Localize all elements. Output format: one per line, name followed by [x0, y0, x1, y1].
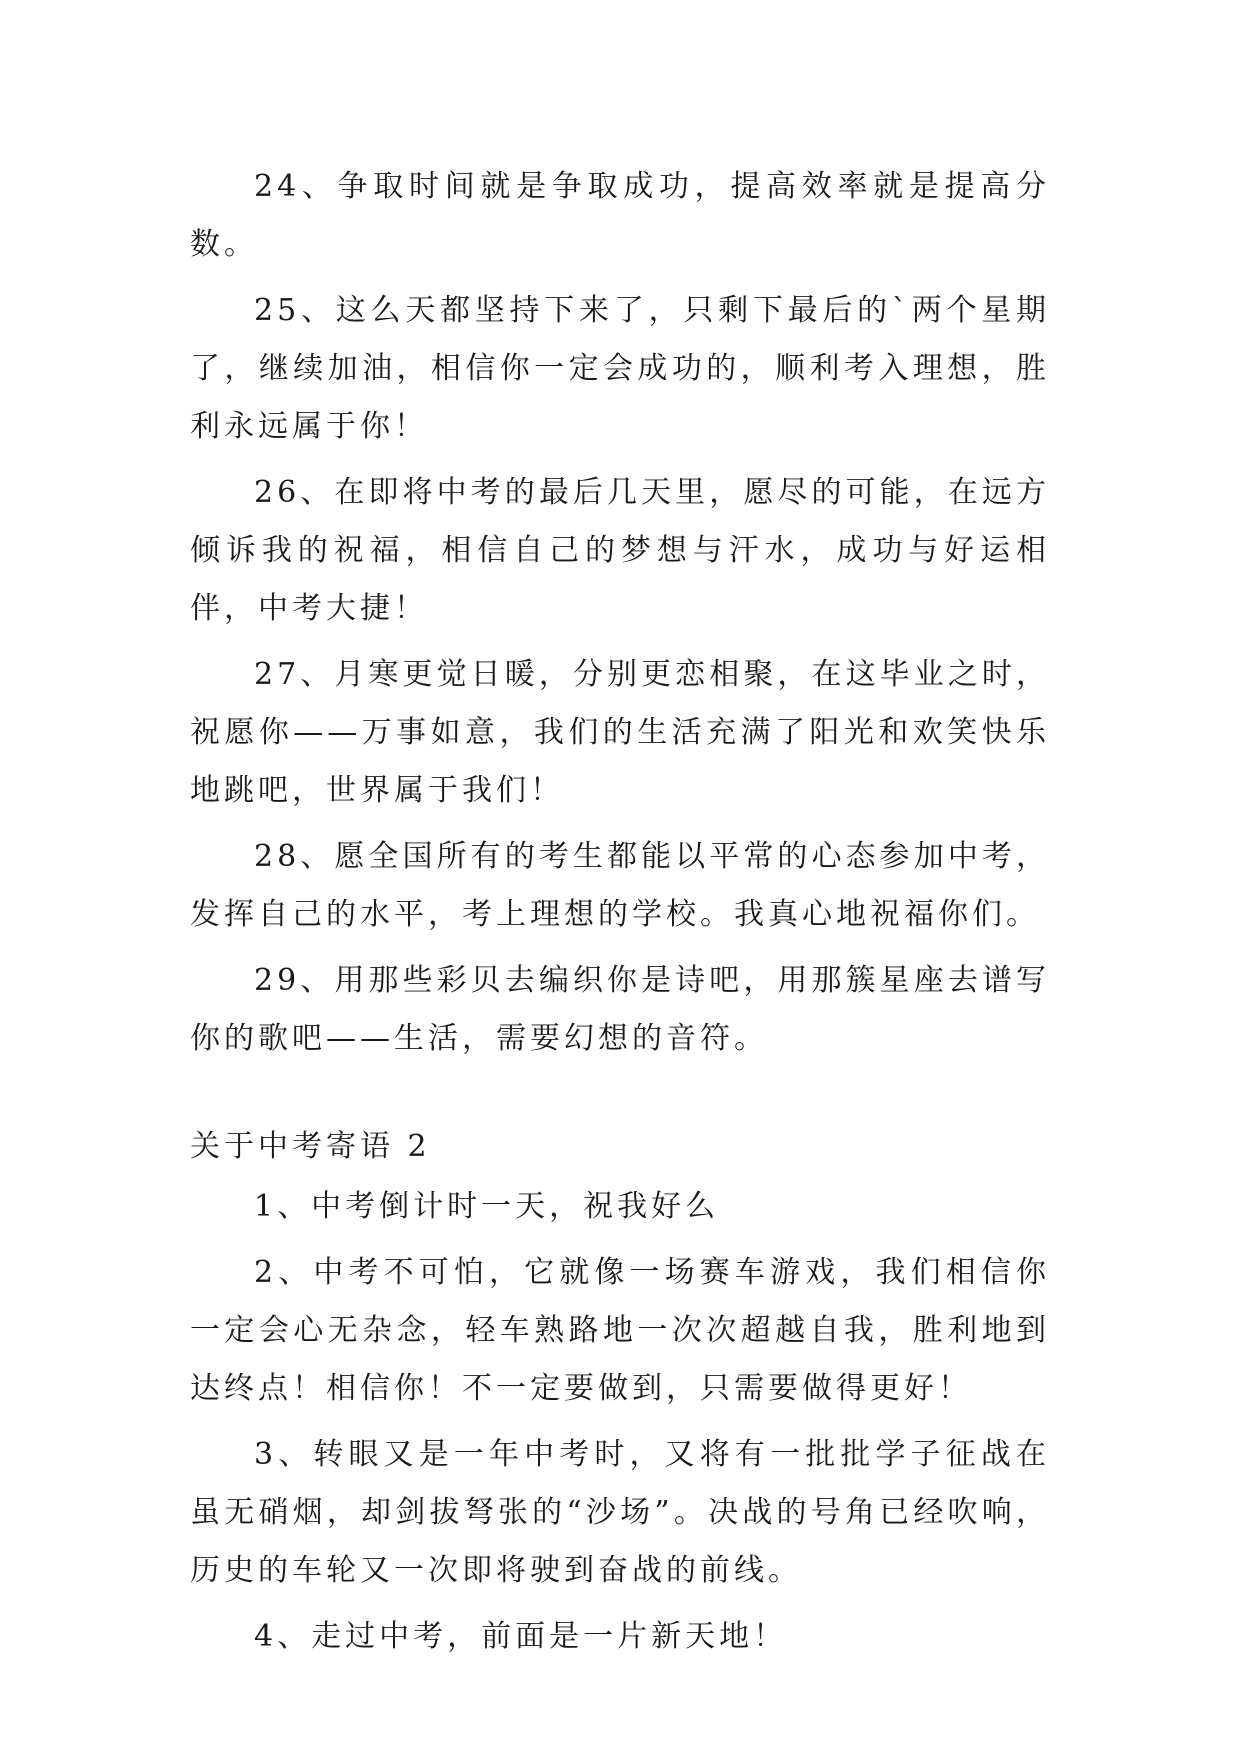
paragraph-26: 26、在即将中考的最后几天里，愿尽的可能，在远方倾诉我的祝福，相信自己的梦想与汗水，成功与好运相伴，中考大捷！: [190, 475, 1050, 626]
paragraph-1: 1、中考倒计时一天，祝我好么: [254, 1189, 720, 1224]
paragraph-28: 28、愿全国所有的考生都能以平常的心态参加中考，发挥自己的水平，考上理想的学校。我真心地祝福你们。: [190, 839, 1050, 932]
paragraph-2: 2、中考不可怕，它就像一场赛车游戏，我们相信你一定会心无杂念，轻车熟路地一次次超越自我，胜利地到达终点！相信你！不一定要做到，只需要做得更好！: [190, 1255, 1050, 1406]
paragraph-3: 3、转眼又是一年中考时，又将有一批批学子征战在虽无硝烟，却剑拔弩张的“沙场”。决战的号角已经吹响，历史的车轮又一次即将驶到奋战的前线。: [190, 1437, 1050, 1588]
paragraph-27: 27、月寒更觉日暖，分别更恋相聚，在这毕业之时，祝愿你——万事如意，我们的生活充满了阳光和欢笑快乐地跳吧，世界属于我们！: [190, 657, 1050, 808]
section-title: 关于中考寄语 2: [190, 1129, 431, 1164]
paragraph-24: 24、争取时间就是争取成功，提高效率就是提高分数。: [190, 169, 1050, 262]
document-body: [190, 158, 1050, 1674]
paragraph-29: 29、用那些彩贝去编织你是诗吧，用那簇星座去谱写你的歌吧——生活，需要幻想的音符。: [190, 963, 1050, 1056]
paragraph-4: 4、走过中考，前面是一片新天地！: [254, 1619, 788, 1654]
paragraph-25: 25、这么天都坚持下来了，只剩下最后的`两个星期了，继续加油，相信你一定会成功的，顺利考入理想，胜利永远属于你！: [190, 293, 1050, 444]
